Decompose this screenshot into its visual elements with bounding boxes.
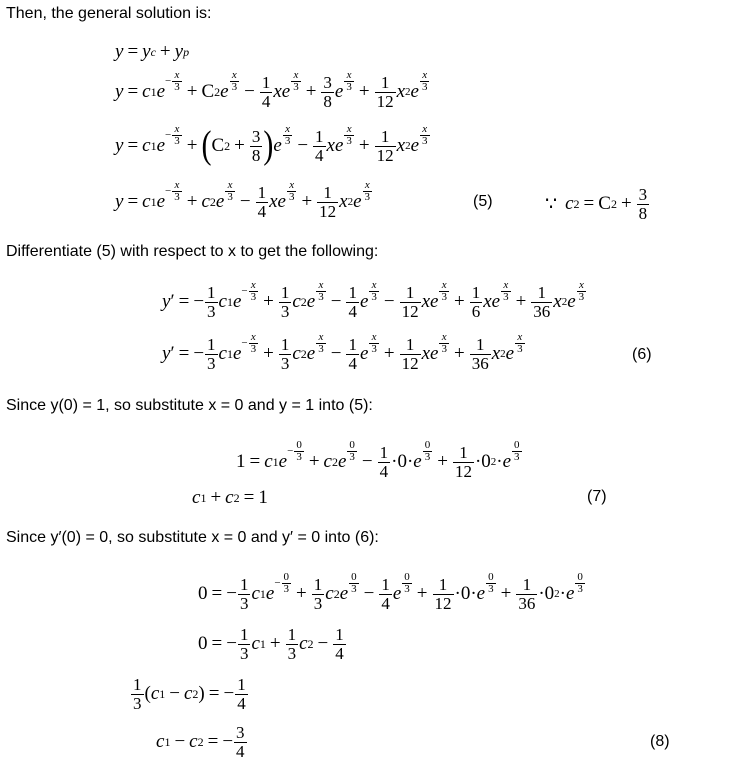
simplified-yprime0: 0 = − $\frac{1}{3}$ c 1 + $\frac{1}{3}$ c 2 − $\frac{1}{4}$ bbox=[198, 624, 344, 663]
equation-label-6: (6) bbox=[632, 346, 652, 363]
equation-label-7: (7) bbox=[587, 488, 607, 505]
equation-6: y ′ = − $\frac{1}{3}$ c 1 e − $\frac{x}{3}$ + $\frac{1}{3}$ c 2 e $\frac{x}{3}$ − $\frac{1}{4}$ e $\frac{x}{3}$ + $\frac{1}{12}$ xe $\frac{x}{3}$ + $\frac{1}{36}$ x 2 e $\frac{x}{3}$ bbox=[162, 330, 523, 373]
equation-grouped: y = c 1 e − $\frac{x}{3}$ + ( C 2 + $\frac{3}{8}$ ) e $\frac{x}{3}$ − $\frac{1}{4}$ xe $\frac{x}{3}$ + $\frac{1}{12}$ x 2 e $\frac{x}{3}$ bbox=[115, 122, 428, 167]
intro-text: Then, the general solution is: bbox=[6, 5, 212, 22]
factored-yprime0: 1 3 ( c 1 − c 2 ) = − $\frac{1}{4}$ bbox=[133, 674, 246, 713]
equation-7: c 1 + c 2 = 1 bbox=[192, 487, 268, 508]
substitution-yprime0: 0 = − $\frac{1}{3}$ c 1 e − $\frac{0}{3}$ + $\frac{1}{3}$ c 2 e $\frac{0}{3}$ − $\frac{1}{4}$ e $\frac{0}{3}$ + $\frac{1}{12}$ ·0· e $\frac{0}{3}$ + $\frac{1}{36}$ ·0 2 · e $\frac{0}{3}$ bbox=[198, 570, 583, 613]
equation-expanded: y = c 1 e − $\frac{x}{3}$ + C 2 e $\frac{x}{3}$ − $\frac{1}{4}$ xe $\frac{x}{3}$ + $\frac{3}{8}$ e $\frac{x}{3}$ + $\frac{1}{12}$ x 2 e $\frac{x}{3}$ bbox=[115, 68, 428, 111]
derivative-expanded: y ′ = − $\frac{1}{3}$ c 1 e − $\frac{x}{3}$ + $\frac{1}{3}$ c 2 e $\frac{x}{3}$ − $\frac{1}{4}$ e $\frac{x}{3}$ − $\frac{1}{12}$ xe $\frac{x}{3}$ + $\frac{1}{6}$ xe $\frac{x}{3}$ + $\frac{1}{36}$ x 2 e $\frac{x}{3}$ bbox=[162, 278, 585, 321]
equation-general-form: y = y c + y p bbox=[115, 41, 190, 62]
equation-label-5: (5) bbox=[473, 193, 493, 210]
substitution-y0: 1 = c 1 e − $\frac{0}{3}$ + c 2 e $\frac{0}{3}$ − $\frac{1}{4}$ ·0· e $\frac{0}{3}$ + $\frac{1}{12}$ ·0 2 · e $\frac{0}{3}$ bbox=[236, 438, 520, 481]
constant-note: ∵ c 2 = C 2 + $\frac{3}{8}$ bbox=[545, 184, 648, 223]
equation-8: c 1 − c 2 = − $\frac{3}{4}$ bbox=[156, 722, 245, 761]
equation-label-8: (8) bbox=[650, 733, 670, 750]
equation-5: y = c 1 e − $\frac{x}{3}$ + c 2 e $\frac{x}{3}$ − $\frac{1}{4}$ xe $\frac{x}{3}$ + $\frac{1}{12}$ x 2 e $\frac{x}{3}$ bbox=[115, 178, 371, 221]
differentiate-text: Differentiate (5) with respect to x to get the following: bbox=[6, 243, 379, 260]
since-y0-text: Since y(0) = 1, so substitute x = 0 and y = 1 into (5): bbox=[6, 397, 373, 414]
since-yprime0-text: Since y′(0) = 0, so substitute x = 0 and y′ = 0 into (6): bbox=[6, 529, 379, 546]
